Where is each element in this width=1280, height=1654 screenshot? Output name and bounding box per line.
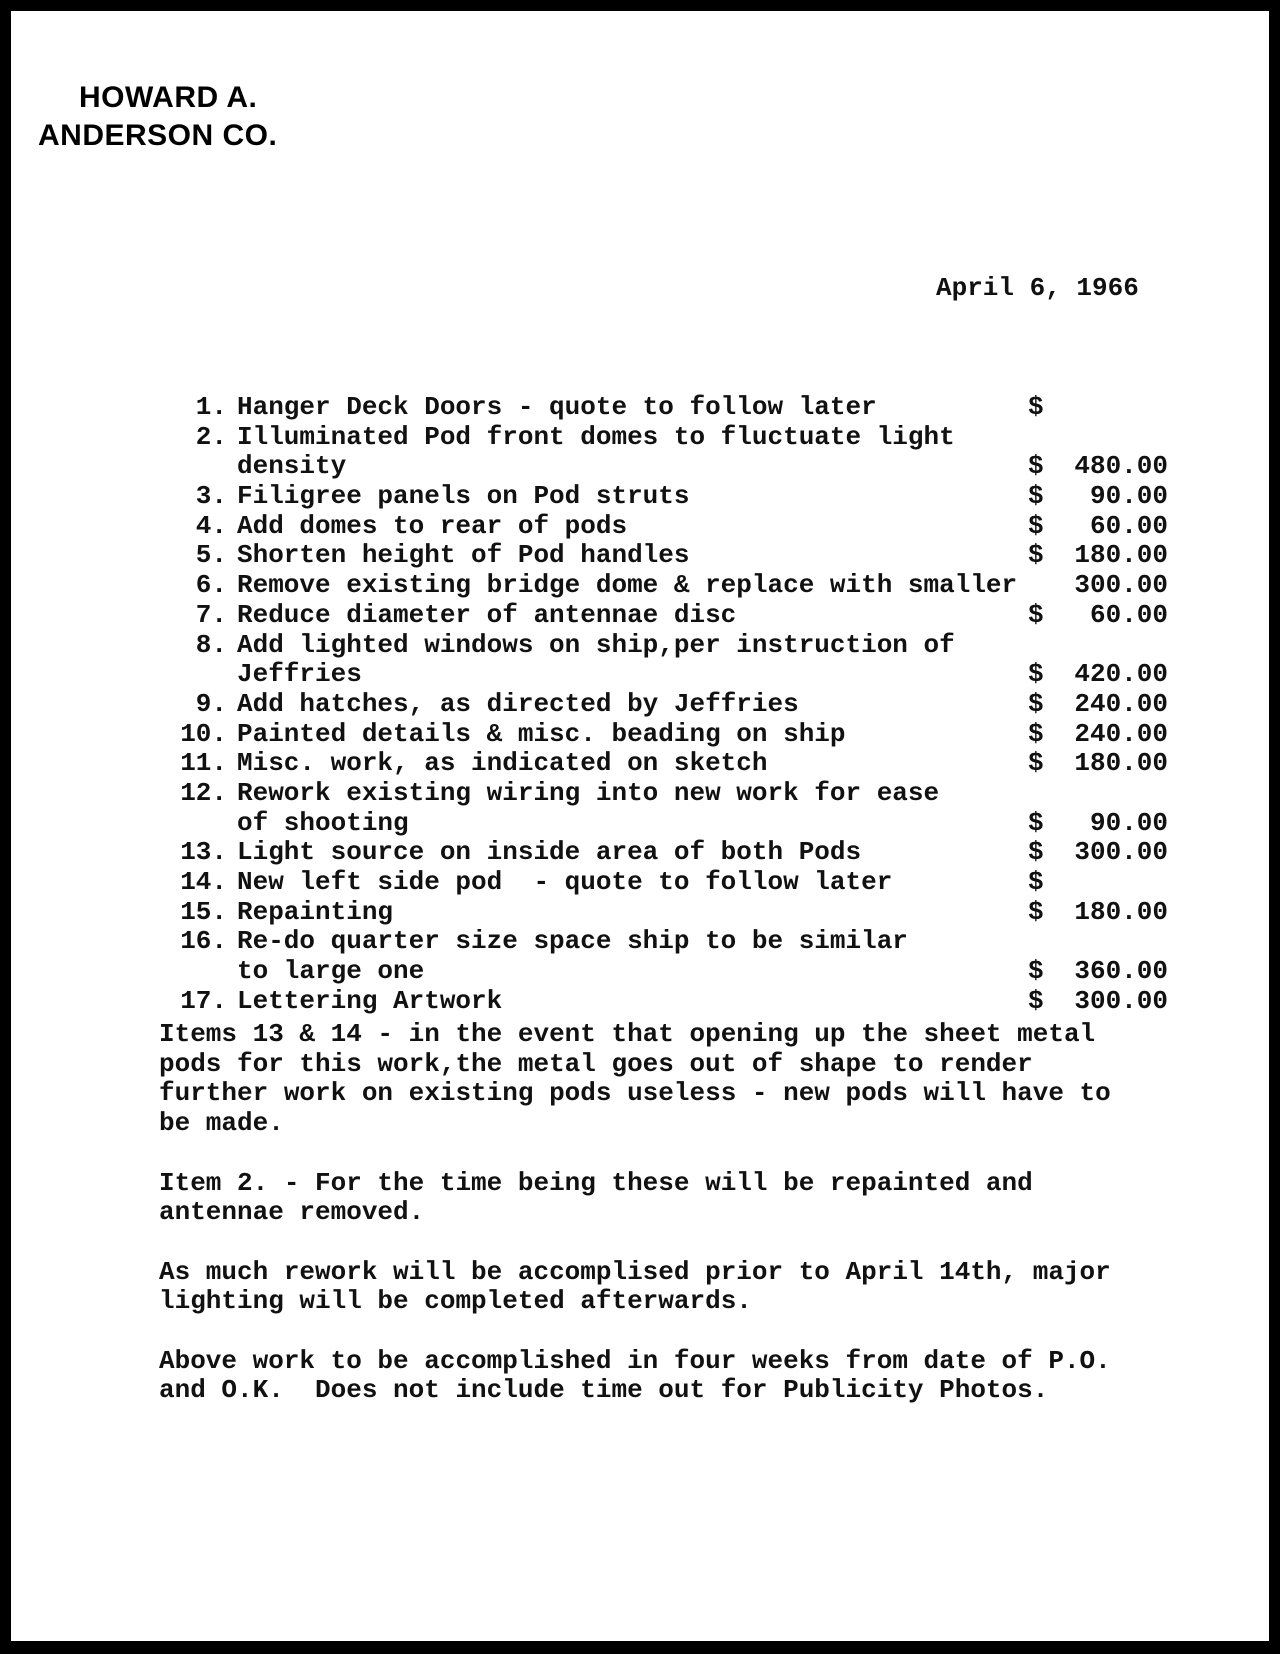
item-amount: 180.00	[1074, 540, 1168, 571]
item-number: 12.	[180, 777, 227, 808]
item-description: Shorten height of Pod handles	[237, 540, 690, 571]
note-paragraph: Above work to be accomplished in four weeks from date of P.O. and O.K. Does not include time out for Publicity Photos.	[159, 1345, 1111, 1406]
item-description: Lettering Artwork	[237, 985, 503, 1016]
quote-item-row	[147, 957, 1177, 987]
quote-item-row	[147, 987, 1177, 1017]
letter-date: April 6, 1966	[936, 273, 1139, 303]
quote-item-row	[147, 809, 1177, 839]
item-number	[147, 660, 237, 690]
item-number: 1.	[195, 392, 227, 422]
item-description: Light source on inside area of both Pods	[237, 837, 862, 868]
item-amount: 90.00	[1089, 481, 1168, 512]
item-description: Illuminated Pod front domes to fluctuate light	[237, 421, 955, 452]
item-number: 4.	[195, 510, 227, 541]
quote-item-row	[147, 631, 1177, 661]
quote-item-row	[147, 927, 1177, 957]
item-description: Repainting	[237, 896, 394, 927]
item-number: 14.	[180, 867, 227, 897]
note-paragraph: Items 13 & 14 - in the event that opening up the sheet metal pods for this work,the metal goes out of shape to render further work on existing pods useless - new pods will have to be made.	[159, 1019, 1111, 1139]
item-number: 5.	[195, 540, 227, 571]
item-amount: 360.00	[1074, 956, 1168, 987]
quote-item-row	[147, 393, 1177, 423]
currency-symbol: $	[1028, 867, 1044, 897]
quote-item-row	[147, 868, 1177, 898]
item-number	[147, 957, 237, 987]
currency-symbol: $	[1028, 599, 1044, 630]
quote-item-row	[147, 571, 1177, 601]
item-number	[147, 452, 237, 482]
item-number: 9.	[195, 688, 227, 719]
item-number: 17.	[180, 985, 227, 1016]
item-number: 13.	[180, 837, 227, 868]
item-number: 11.	[180, 748, 227, 779]
item-description: Remove existing bridge dome & replace with smaller	[237, 570, 1018, 601]
item-description: New left side pod - quote to follow later	[237, 867, 893, 897]
item-amount	[1068, 779, 1168, 809]
quote-item-row	[147, 779, 1177, 809]
currency-symbol: $	[1028, 837, 1044, 868]
currency-symbol: $	[1028, 956, 1044, 987]
letterhead-line-1: HOWARD A.	[79, 81, 258, 114]
currency-symbol: $	[1028, 510, 1044, 541]
item-description: density	[237, 451, 347, 482]
quote-item-row	[147, 601, 1177, 631]
quote-item-row	[147, 541, 1177, 571]
letterhead-line-2: ANDERSON CO.	[38, 119, 278, 152]
item-number: 7.	[195, 599, 227, 630]
item-amount: 300.00	[1074, 837, 1168, 868]
quote-item-row	[147, 423, 1177, 453]
quote-item-row	[147, 690, 1177, 720]
item-number: 8.	[195, 629, 227, 660]
currency-symbol: $	[1028, 748, 1044, 779]
item-number: 6.	[195, 570, 227, 601]
item-amount: 180.00	[1074, 748, 1168, 779]
item-description: Misc. work, as indicated on sketch	[237, 748, 768, 779]
quote-item-row	[147, 838, 1177, 868]
note-paragraph: Item 2. - For the time being these will be repainted and antennae removed.	[159, 1167, 1033, 1228]
item-amount: 240.00	[1074, 688, 1168, 719]
item-number	[147, 809, 237, 839]
item-number: 15.	[180, 896, 227, 927]
item-description: Re-do quarter size space ship to be similar	[237, 926, 908, 957]
item-number: 16.	[180, 926, 227, 957]
currency-symbol: $	[1028, 451, 1044, 482]
item-description: Add lighted windows on ship,per instruction of	[237, 629, 955, 660]
item-description: Rework existing wiring into new work for ease	[237, 777, 940, 808]
item-number: 3.	[195, 481, 227, 512]
currency-symbol: $	[1028, 392, 1044, 422]
item-description: Painted details & misc. beading on ship	[237, 718, 846, 749]
quote-item-row	[147, 482, 1177, 512]
item-description: Jeffries	[237, 659, 362, 690]
item-description: Filigree panels on Pod struts	[237, 481, 690, 512]
item-amount: 420.00	[1074, 659, 1168, 690]
note-paragraph: As much rework will be accomplised prior to April 14th, major lighting will be completed afterwards.	[159, 1256, 1111, 1317]
quote-item-list	[147, 393, 1177, 1016]
item-amount	[1068, 631, 1168, 661]
item-amount	[1068, 868, 1168, 898]
quote-item-row	[147, 720, 1177, 750]
company-letterhead	[38, 79, 277, 155]
item-amount: 180.00	[1074, 896, 1168, 927]
item-amount: 480.00	[1074, 451, 1168, 482]
item-amount: 60.00	[1089, 599, 1168, 630]
quote-item-row	[147, 452, 1177, 482]
item-amount: 300.00	[1074, 570, 1168, 601]
item-description: Add domes to rear of pods	[237, 510, 628, 541]
item-amount: 90.00	[1089, 807, 1168, 838]
item-amount	[1068, 393, 1168, 423]
item-description: Add hatches, as directed by Jeffries	[237, 688, 799, 719]
item-description: to large one	[237, 956, 425, 987]
item-description: Reduce diameter of antennae disc	[237, 599, 737, 630]
item-description: of shooting	[237, 807, 409, 838]
item-amount	[1068, 927, 1168, 957]
currency-symbol	[1028, 779, 1068, 809]
quote-item-row	[147, 749, 1177, 779]
currency-symbol: $	[1028, 481, 1044, 512]
currency-symbol: $	[1028, 540, 1044, 571]
item-amount	[1068, 423, 1168, 453]
currency-symbol	[1028, 423, 1068, 453]
currency-symbol: $	[1028, 807, 1044, 838]
quote-item-row	[147, 512, 1177, 542]
currency-symbol	[1028, 927, 1068, 957]
item-number: 10.	[180, 718, 227, 749]
currency-symbol	[1028, 571, 1068, 601]
currency-symbol: $	[1028, 718, 1044, 749]
currency-symbol: $	[1028, 688, 1044, 719]
currency-symbol	[1028, 631, 1068, 661]
quote-item-row	[147, 898, 1177, 928]
item-amount: 60.00	[1089, 510, 1168, 541]
item-description: Hanger Deck Doors - quote to follow later	[237, 392, 877, 422]
currency-symbol: $	[1028, 896, 1044, 927]
item-amount: 300.00	[1074, 985, 1168, 1016]
item-amount: 240.00	[1074, 718, 1168, 749]
quote-item-row	[147, 660, 1177, 690]
item-number: 2.	[195, 421, 227, 452]
currency-symbol: $	[1028, 985, 1044, 1016]
currency-symbol: $	[1028, 659, 1044, 690]
quote-notes	[159, 1020, 1169, 1436]
